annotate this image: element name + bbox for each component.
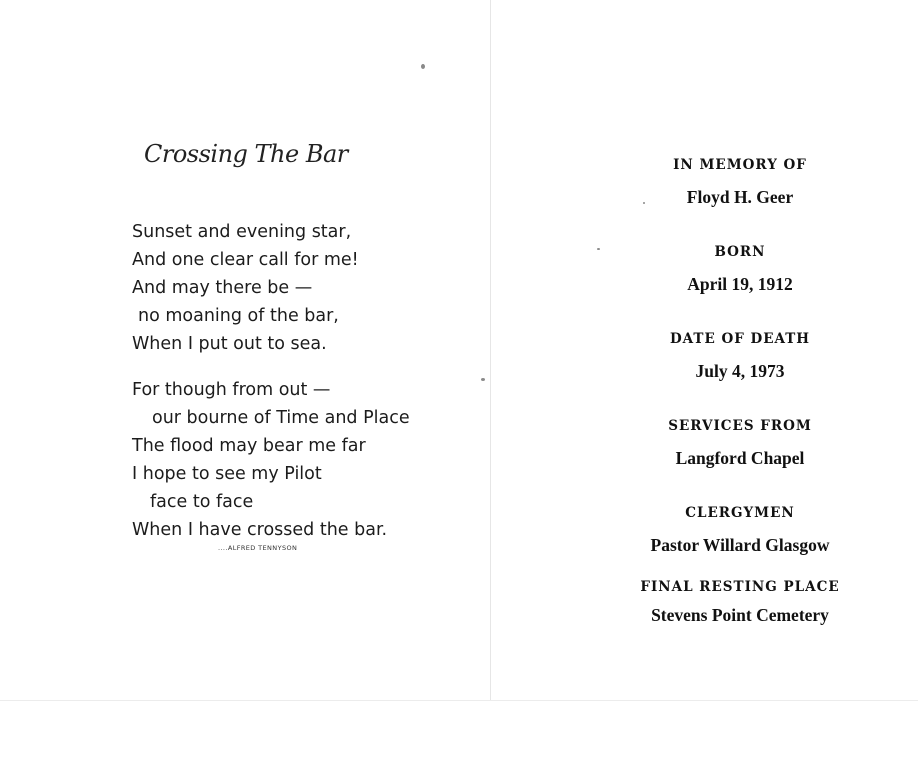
poem-panel [0, 0, 490, 700]
poem-stanza-1 [132, 218, 359, 358]
death-date: July 4, 1973 [695, 361, 785, 381]
born-heading: BORN [714, 244, 766, 260]
resting-place: Stevens Point Cemetery [651, 605, 829, 625]
clergyman-name: Pastor Willard Glasgow [650, 535, 830, 555]
date-of-death-heading: DATE OF DEATH [669, 331, 811, 347]
poem-line: When I put out to sea. [132, 334, 327, 354]
card-fold-line [490, 0, 491, 700]
poem-line: When I have crossed the bar. [132, 520, 388, 540]
card-bottom-edge [0, 700, 918, 701]
poem-attribution: ....ALFRED TENNYSON [218, 544, 298, 552]
poem-line: no moaning of the bar, [138, 306, 339, 326]
section-final-resting-place [600, 578, 880, 626]
section-clergymen [600, 504, 880, 556]
in-memory-of-heading: IN MEMORY OF [673, 157, 807, 173]
poem-line: Sunset and evening star, [132, 222, 352, 242]
clergymen-heading: CLERGYMEN [685, 505, 795, 521]
poem-line: our bourne of Time and Place [152, 408, 410, 428]
services-from-heading: SERVICES FROM [668, 418, 812, 434]
born-date: April 19, 1912 [687, 274, 793, 294]
section-born [600, 243, 880, 295]
poem-line: And one clear call for me! [132, 250, 359, 270]
poem-line: face to face [150, 492, 254, 512]
poem-stanza-2 [132, 376, 410, 544]
poem-line: And may there be — [132, 278, 313, 298]
final-resting-place-heading: FINAL RESTING PLACE [640, 579, 840, 595]
services-place: Langford Chapel [675, 448, 805, 468]
poem-line: For though from out — [132, 380, 331, 400]
poem-line: I hope to see my Pilot [132, 464, 322, 484]
poem-line: The flood may bear me far [132, 436, 366, 456]
section-in-memory [600, 156, 880, 208]
section-date-of-death [600, 330, 880, 382]
poem-title: Crossing The Bar [144, 140, 348, 168]
deceased-name: Floyd H. Geer [686, 187, 794, 207]
section-services [600, 417, 880, 469]
